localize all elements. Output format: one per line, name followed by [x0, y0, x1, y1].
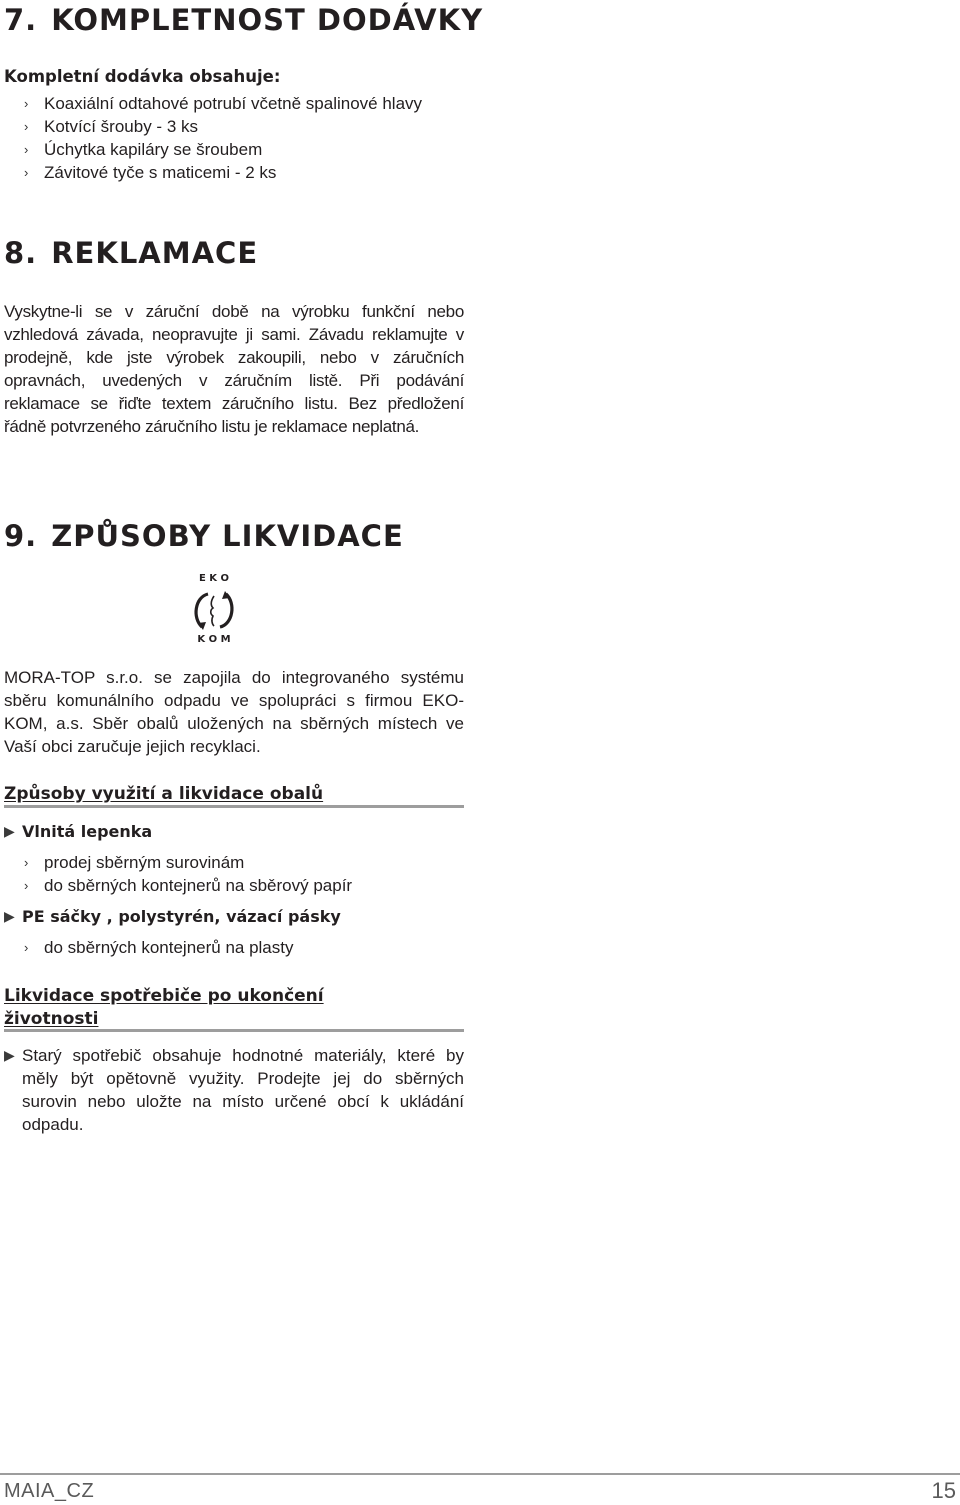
chevron-right-icon: › — [24, 940, 29, 955]
chevron-right-icon: › — [24, 142, 29, 157]
section-9-title: ZPŮSOBY LIKVIDACE — [51, 519, 404, 553]
eko-kom-logo — [186, 570, 242, 646]
chevron-right-icon: › — [24, 165, 29, 180]
disposal-divider — [4, 1029, 464, 1032]
eko-kom-logo-bottom-text: K O M — [197, 634, 231, 645]
footer-divider — [0, 1473, 960, 1475]
packaging-title: Způsoby využití a likvidace obalů — [4, 784, 324, 804]
chevron-right-icon: › — [24, 96, 29, 111]
chevron-right-icon: › — [24, 119, 29, 134]
section-9-number: 9. — [4, 519, 38, 553]
disposal-title: Likvidace spotřebiče po ukončení životnosti — [4, 986, 324, 1029]
recycling-paragraph: MORA-TOP s.r.o. se zapojila do integrovaného systému sběru komunálního odpadu ve spolupráci s firmou EKO-KOM, a.s. Sběr obalů uložených na sběrných místech ve Vaší obci zaručuje jejich recyklaci. — [4, 668, 464, 756]
section-9-heading — [4, 519, 404, 553]
chevron-right-icon: › — [24, 855, 29, 870]
footer-doc-label: MAIA_CZ — [4, 1480, 95, 1502]
packaging-divider — [4, 805, 464, 808]
section-7-title: KOMPLETNOST DODÁVKY — [51, 3, 484, 37]
section-7-number: 7. — [4, 3, 38, 37]
section-7-heading — [4, 3, 483, 37]
section-8-heading — [4, 236, 258, 270]
chevron-right-icon: › — [24, 878, 29, 893]
triangle-right-icon: ▶ — [4, 1047, 15, 1063]
complaint-paragraph: Vyskytne-li se v záruční době na výrobku funkční nebo vzhledová závada, neopravujte ji sami. Závadu reklamujte v prodejně, kde jste výrobek zakoupili, nebo v záručních opravnách, uvedených v záručním listě. Při podávání reklamace se řiďte textem záručního listu. Bez předložení řádně potvrzeného záručního listu je reklamace neplatná. — [4, 302, 464, 436]
section-8-number: 8. — [4, 236, 38, 270]
delivery-subtitle: Kompletní dodávka obsahuje: — [4, 67, 281, 86]
page-number: 15 — [931, 1478, 956, 1503]
section-8-title: REKLAMACE — [51, 236, 259, 270]
eko-kom-logo-top-text: E K O — [198, 573, 230, 584]
triangle-right-icon: ▶ — [4, 908, 15, 924]
triangle-right-icon: ▶ — [4, 823, 15, 839]
